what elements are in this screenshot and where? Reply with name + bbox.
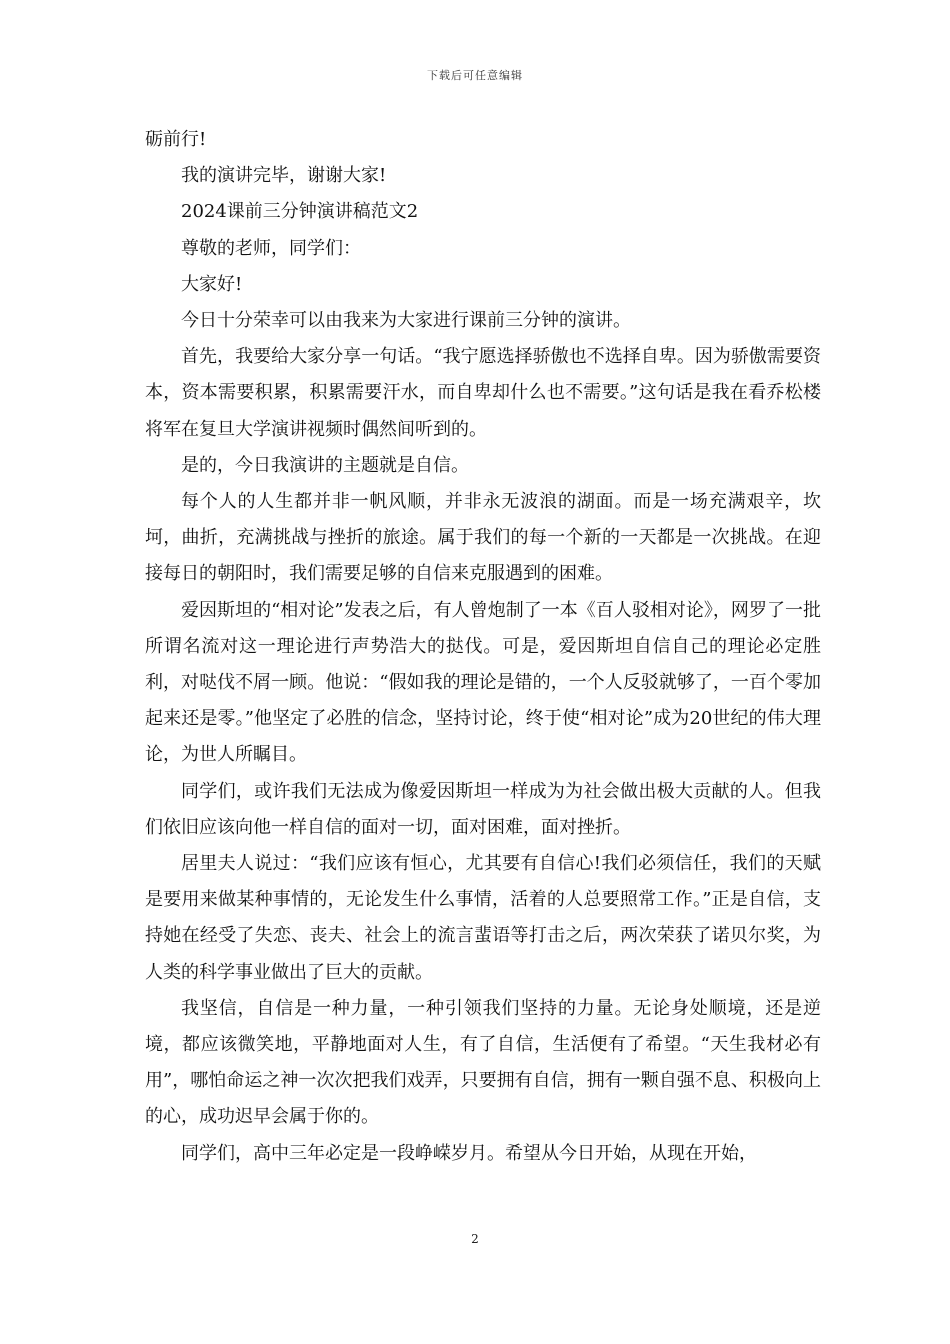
paragraph: 同学们，或许我们无法成为像爱因斯坦一样成为为社会做出极大贡献的人。但我们依旧应该向他一样自信的面对一切，面对困难，面对挫折。: [145, 780, 821, 838]
paragraph: 居里夫人说过：“我们应该有恒心，尤其要有自信心!我们必须信任，我们的天赋是要用来做某种事情的，无论发生什么事情，活着的人总要照常工作。”正是自信，支持她在经受了失恋、丧夫、社会上的流言蜚语等打击之后，两次荣获了诺贝尔奖，为人类的科学事业做出了巨大的贡献。: [145, 853, 821, 983]
paragraph: 是的，今日我演讲的主题就是自信。: [181, 454, 469, 476]
paragraph: 爱因斯坦的“相对论”发表之后，有人曾炮制了一本《百人驳相对论》，网罗了一批所谓名流对这一理论进行声势浩大的挞伐。可是，爱因斯坦自信自己的理论必定胜利，对哒伐不屑一顾。他说：“假如我的理论是错的，一个人反驳就够了，一百个零加起来还是零。”他坚定了必胜的信念，坚持讨论，终于使“相对论”成为20世纪的伟大理论，为世人所瞩目。: [145, 599, 821, 766]
paragraph: 我坚信，自信是一种力量，一种引领我们坚持的力量。无论身处顺境，还是逆境，都应该微笑地，平静地面对人生，有了自信，生活便有了希望。“天生我材必有用”，哪怕命运之神一次次把我们戏弄，只要拥有自信，拥有一颗自强不息、积极向上的心，成功迟早会属于你的。: [145, 997, 821, 1128]
paragraph: 首先，我要给大家分享一句话。“我宁愿选择骄傲也不选择自卑。因为骄傲需要资本，资本需要积累，积累需要汗水，而自卑却什么也不需要。”这句话是我在看乔松楼将军在复旦大学演讲视频时偶然间听到的。: [145, 346, 821, 440]
document-body: [145, 122, 821, 1172]
page-header: 下载后可任意编辑: [427, 69, 523, 82]
salutation: 尊敬的老师，同学们：: [181, 237, 361, 259]
paragraph: 同学们，高中三年必定是一段峥嵘岁月。希望从今日开始，从现在开始，: [181, 1142, 757, 1164]
section-title: 2024课前三分钟演讲稿范文2: [181, 201, 419, 223]
paragraph: 每个人的人生都并非一帆风顺，并非永无波浪的湖面。而是一场充满艰辛，坎坷，曲折，充满挑战与挫折的旅途。属于我们的每一个新的一天都是一次挑战。在迎接每日的朝阳时，我们需要足够的自信来克服遇到的困难。: [145, 491, 821, 585]
paragraph-continuation: 砺前行!: [145, 129, 207, 150]
paragraph: 今日十分荣幸可以由我来为大家进行课前三分钟的演讲。: [181, 310, 631, 332]
page-number: 2: [471, 1232, 479, 1246]
greeting: 大家好!: [181, 273, 243, 295]
paragraph-closing: 我的演讲完毕，谢谢大家!: [181, 165, 387, 187]
